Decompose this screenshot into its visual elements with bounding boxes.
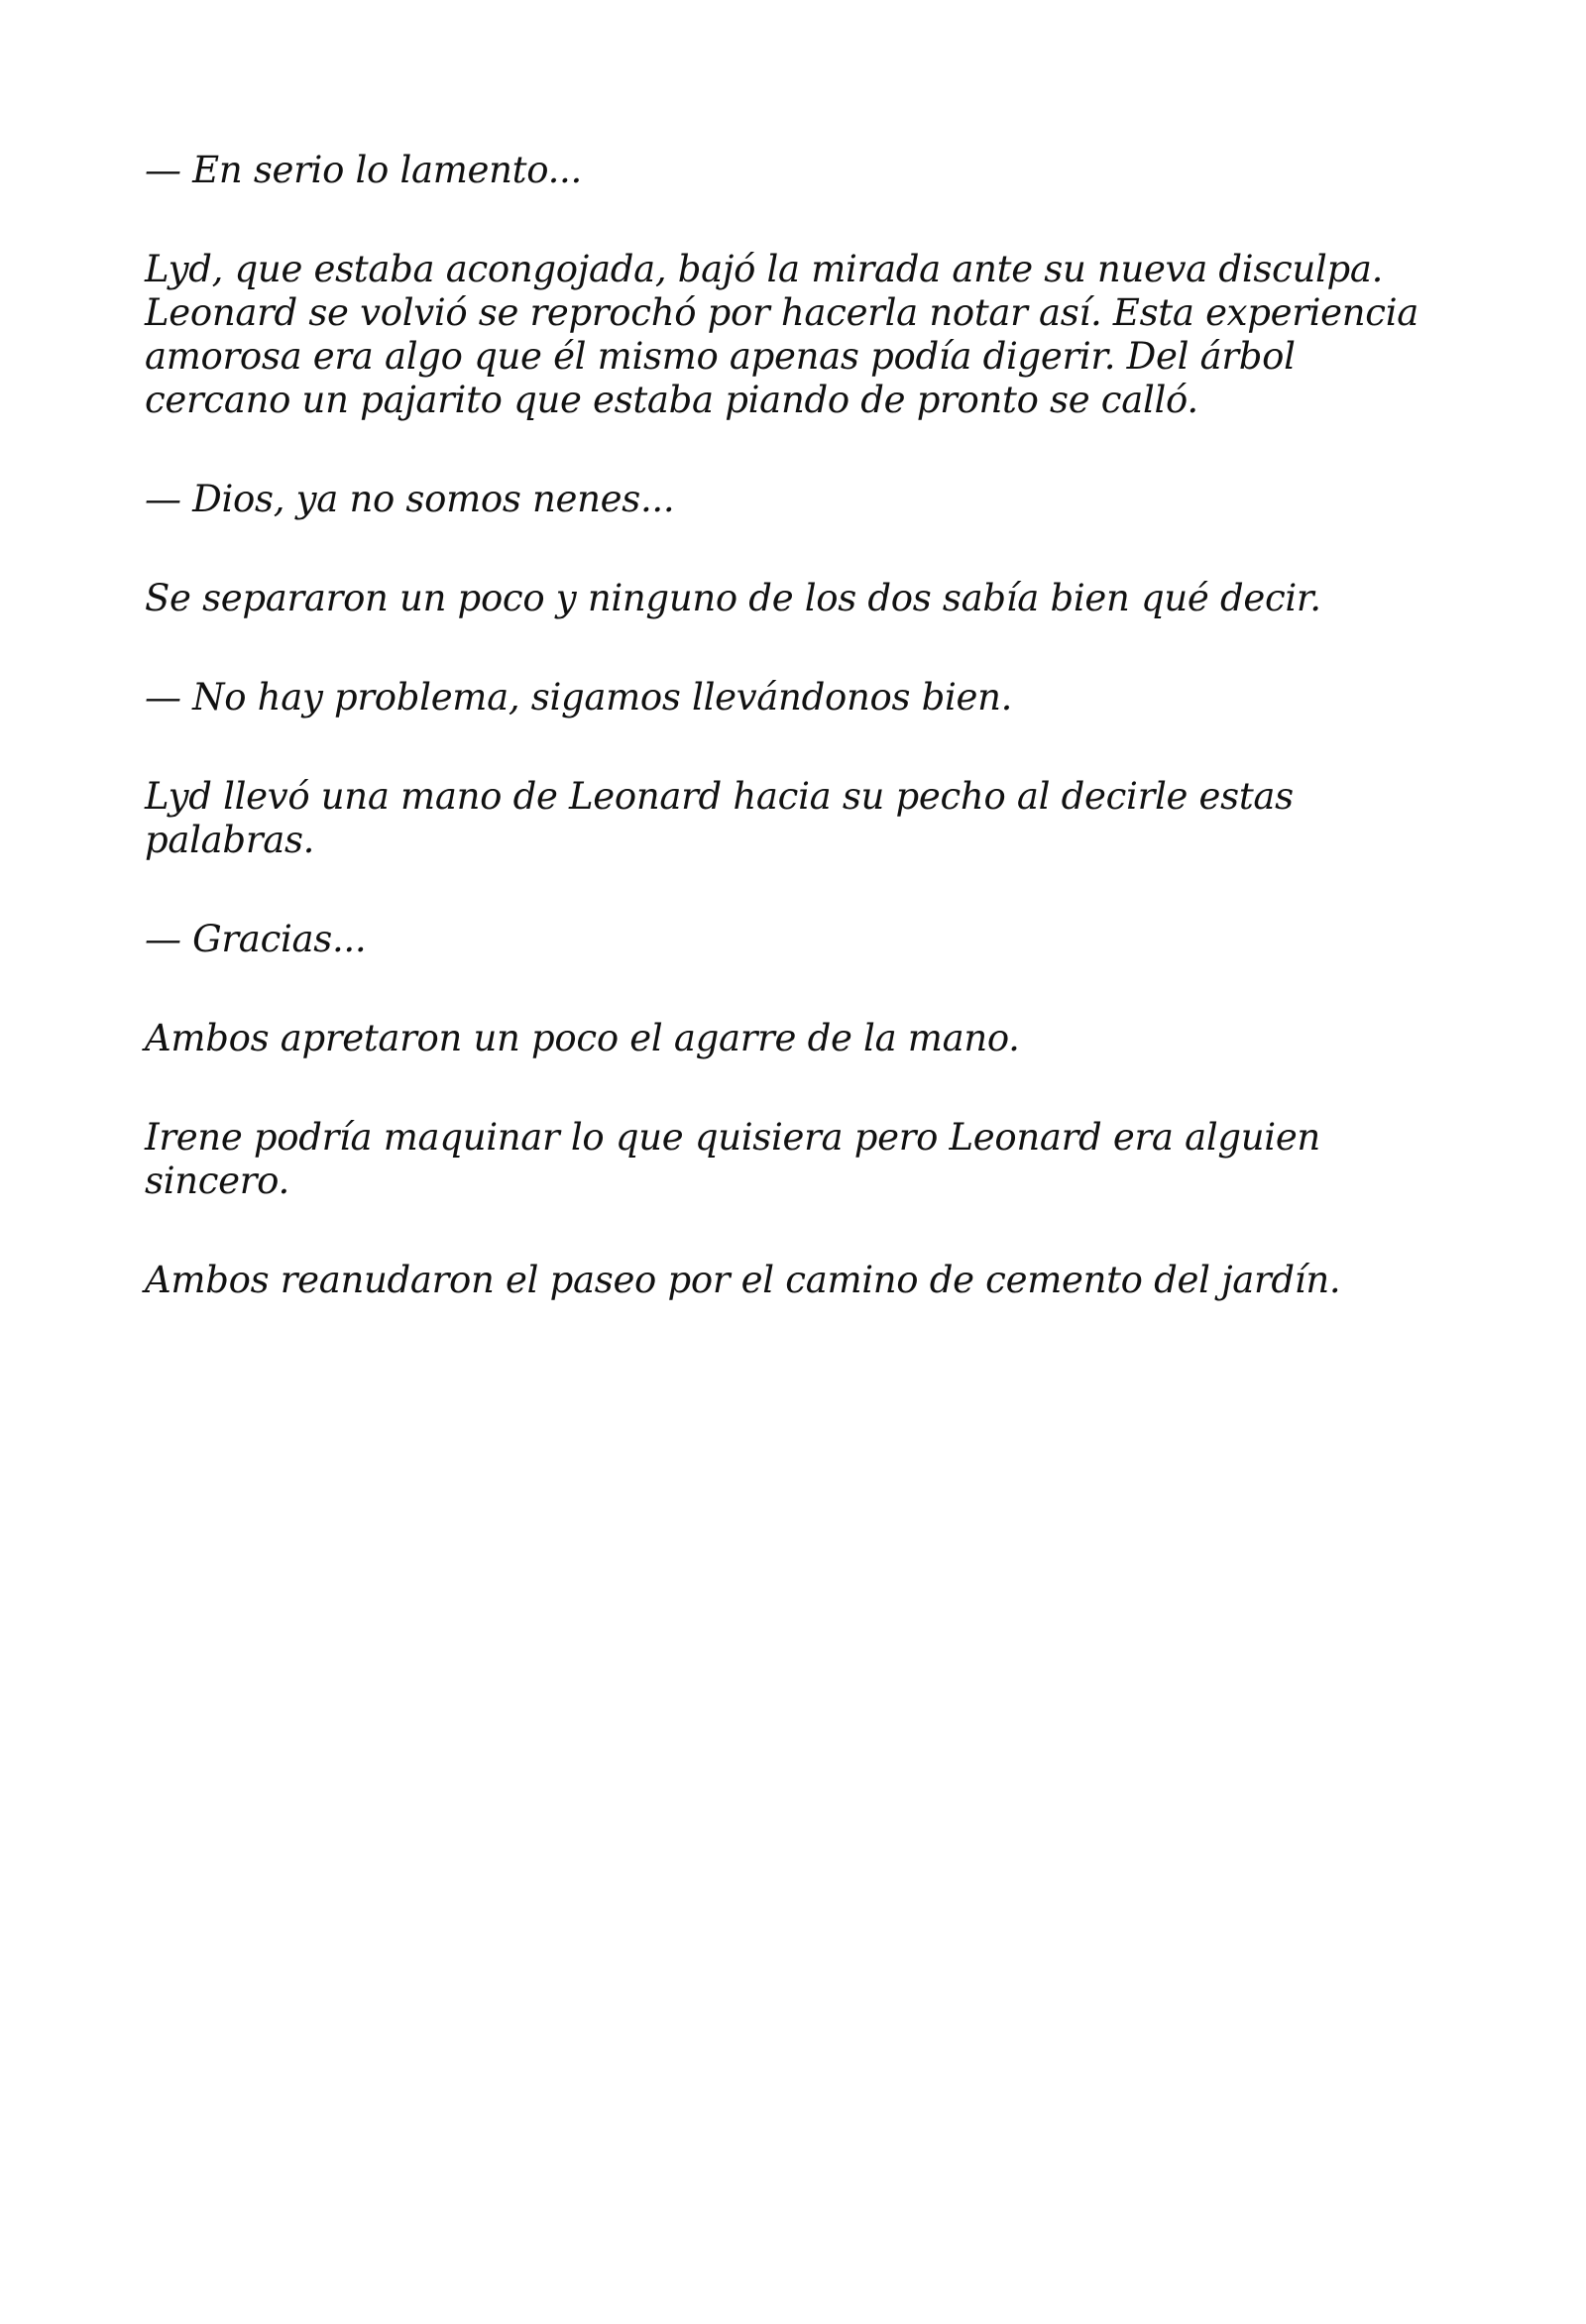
narration-paragraph: Lyd llevó una mano de Leonard hacia su pecho al decirle estas palabras.: [145, 775, 1294, 861]
narration-paragraph: Ambos apretaron un poco el agarre de la mano.: [145, 1017, 1020, 1059]
narration-paragraph: Ambos reanudaron el paseo por el camino de cemento del jardín.: [145, 1259, 1341, 1301]
narration-paragraph: Se separaron un poco y ninguno de los dos sabía bien qué decir.: [145, 577, 1321, 619]
text-body: [145, 149, 1433, 1358]
dialogue-line: — En serio lo lamento...: [145, 149, 582, 191]
narration-paragraph: Irene podría maquinar lo que quisiera pero Leonard era alguien sincero.: [145, 1116, 1320, 1202]
dialogue-line: — Dios, ya no somos nenes...: [145, 478, 675, 520]
dialogue-line: — Gracias...: [145, 918, 367, 960]
dialogue-line: — No hay problema, sigamos llevándonos bien.: [145, 676, 1013, 719]
narration-paragraph: Lyd, que estaba acongojada, bajó la mirada ante su nueva disculpa. Leonard se volvió se reprochó por hacerla notar así. Esta experiencia amorosa era algo que él mismo apenas podía digerir. Del árbol cercano un pajarito que estaba piando de pronto se calló.: [145, 248, 1418, 421]
